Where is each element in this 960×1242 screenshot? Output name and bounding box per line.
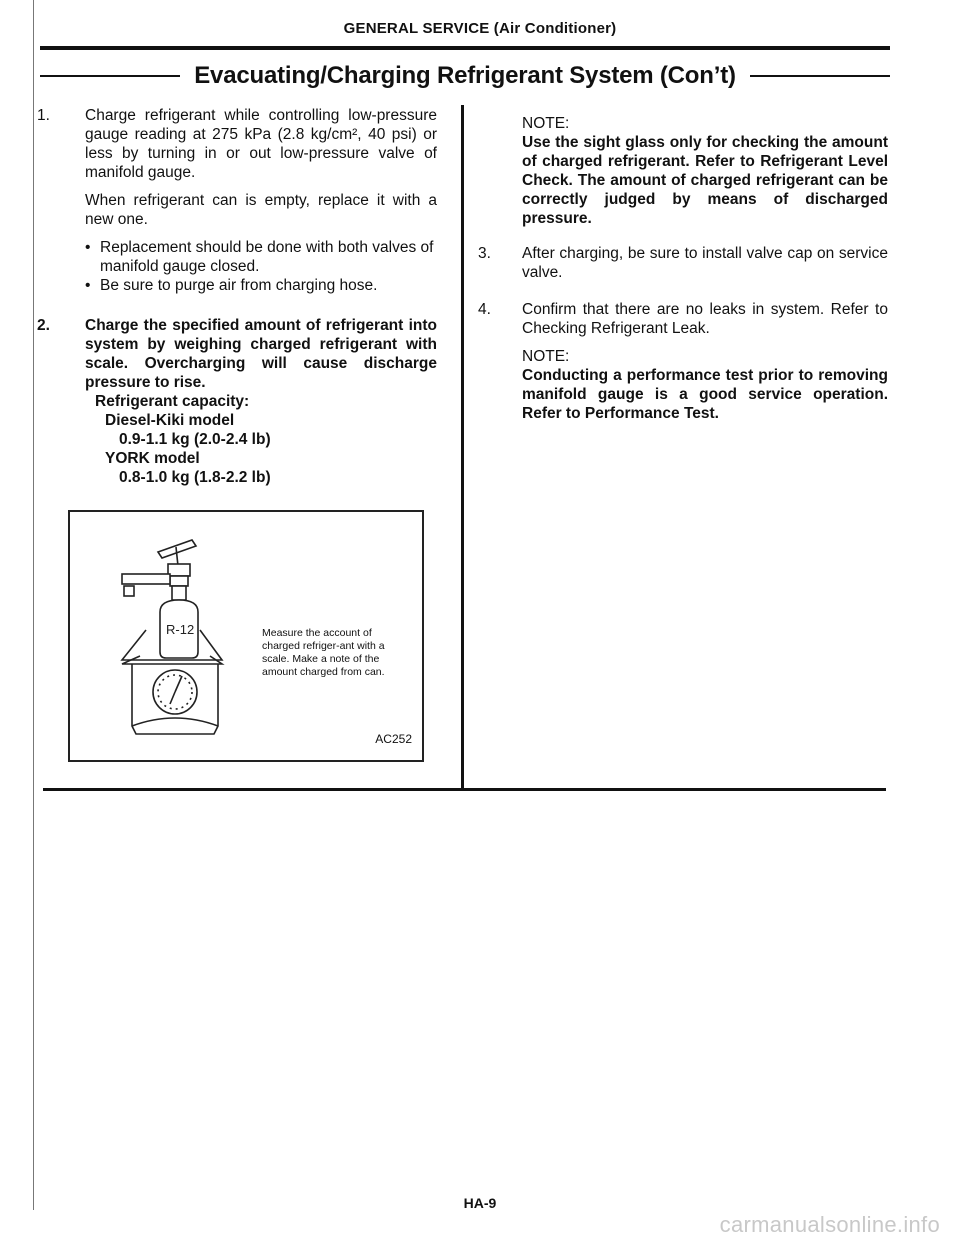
step-1-note: When refrigerant can is empty, replace it with a new one. (85, 192, 437, 228)
left-column (37, 106, 437, 506)
model-capacity: 0.8-1.0 kg (1.8-2.2 lb) (119, 469, 271, 486)
column-divider (461, 105, 464, 790)
note-1 (478, 114, 888, 228)
right-column (478, 114, 888, 423)
step-number: 2. (37, 317, 50, 334)
step-4-note-text: Conducting a performance test prior to removing manifold gauge is a good service operation. Refer to Performance Test. (522, 367, 888, 422)
note-label: NOTE: (522, 115, 570, 132)
step-number: 3. (478, 245, 491, 262)
note-1-text: Use the sight glass only for checking the amount of charged refrigerant. Refer to Refrigerant Level Check. The amount of charged refrigerant can be correctly judged by means of discharged pressure. (522, 134, 888, 227)
step-number: 1. (37, 107, 50, 124)
left-margin-rule (33, 0, 34, 1210)
figure-code: AC252 (375, 732, 412, 746)
step-2-text: Charge the specified amount of refrigerant into system by weighing charged refrigerant with scale. Overcharging will cause discharge pressure to rise. (85, 317, 437, 391)
figure-caption: Measure the account of charged refriger-ant with a scale. Make a note of the amount charged from can. (262, 627, 385, 678)
bullet-item: • Replacement should be done with both valves of manifold gauge closed. (85, 238, 437, 276)
title-rule-left (40, 75, 180, 77)
section-end-rule (43, 788, 886, 791)
figure-box (68, 510, 424, 762)
note-label: NOTE: (522, 348, 570, 365)
can-label: R-12 (166, 622, 195, 637)
title-rule-right (750, 75, 890, 77)
refrigerant-scale-illustration (110, 530, 260, 750)
step-3 (478, 244, 888, 282)
step-4-text: Confirm that there are no leaks in system. Refer to Checking Refrigerant Leak. (522, 301, 888, 337)
page-number: HA-9 (463, 1195, 497, 1211)
capacity-label: Refrigerant capacity: (95, 393, 250, 410)
watermark: carmanualsonline.info (719, 1212, 940, 1237)
model-capacity: 0.9-1.1 kg (2.0-2.4 lb) (119, 431, 271, 448)
model-name: YORK model (105, 450, 200, 467)
running-head: GENERAL SERVICE (Air Conditioner) (343, 20, 617, 37)
bullet-item: • Be sure to purge air from charging hose. (85, 276, 437, 295)
header-rule (40, 46, 890, 50)
step-1-text: Charge refrigerant while controlling low-pressure gauge reading at 275 kPa (2.8 kg/cm², 40 psi) or less by turning in or out low-pressure valve of manifold gauge. (85, 107, 437, 181)
step-number: 4. (478, 301, 491, 318)
step-4 (478, 300, 888, 423)
step-3-text: After charging, be sure to install valve cap on service valve. (522, 245, 888, 281)
section-title: Evacuating/Charging Refrigerant System (Con’t) (194, 62, 736, 89)
section-title-bar (40, 58, 890, 94)
step-1-bullets (85, 238, 437, 295)
model-name: Diesel-Kiki model (105, 412, 235, 429)
